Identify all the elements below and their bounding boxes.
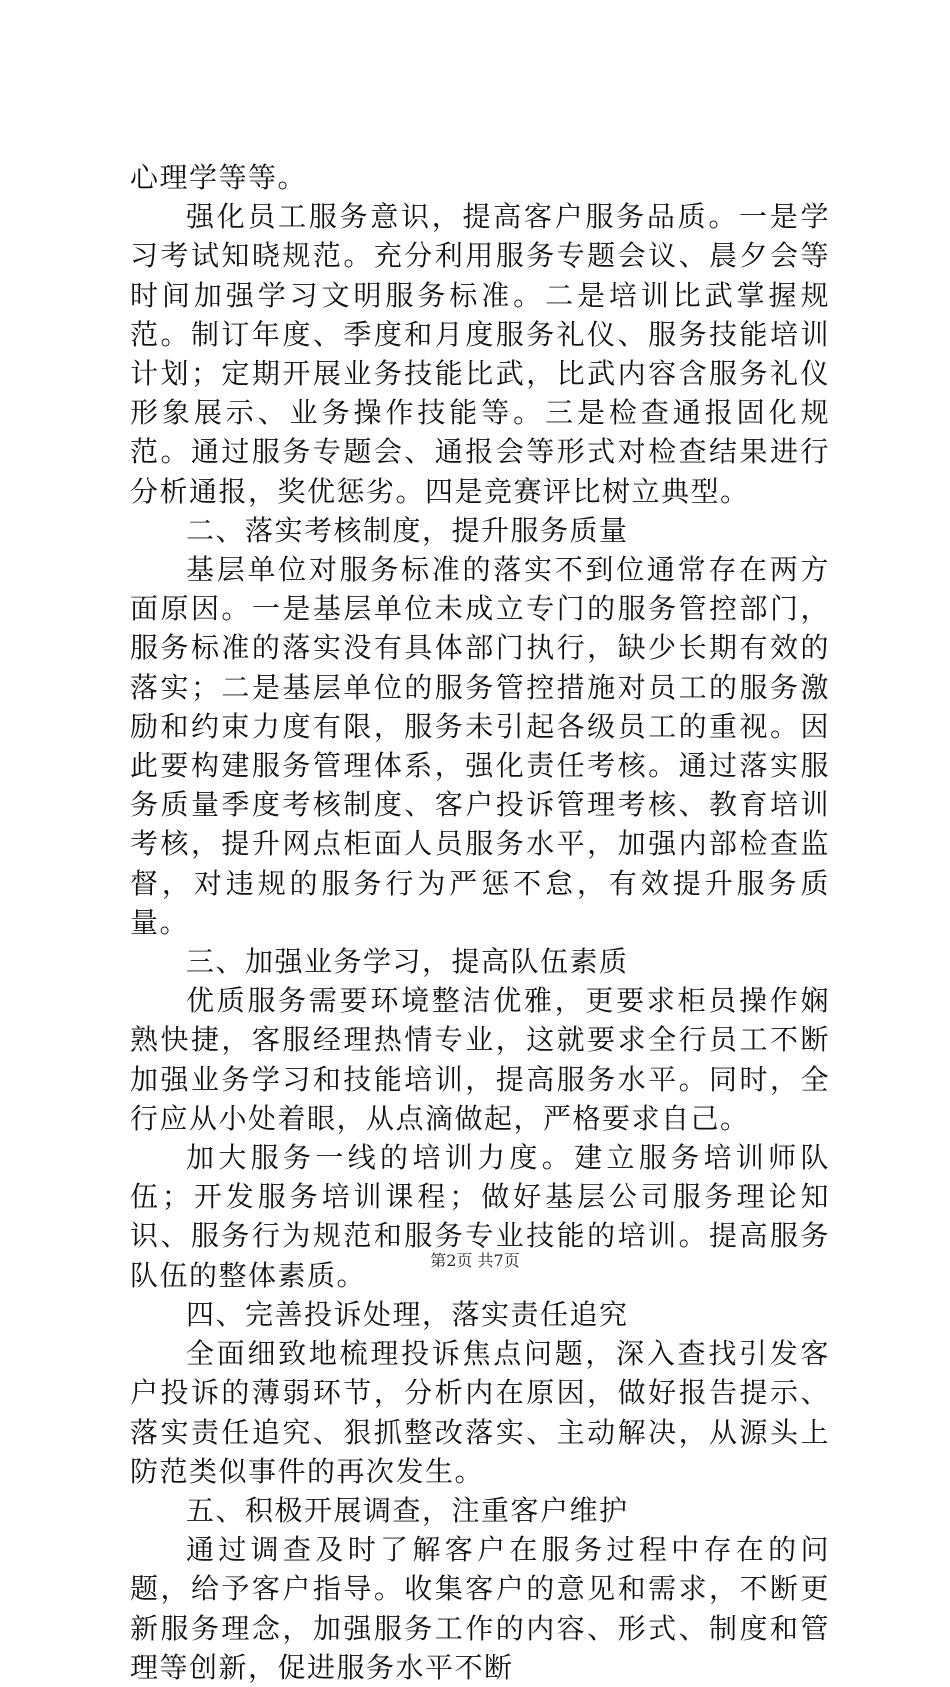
document-body — [130, 158, 830, 1687]
paragraph-business-learning: 优质服务需要环境整洁优雅，更要求柜员操作娴熟快捷，客服经理热情专业，这就要求全行员工不断加强业务学习和技能培训，提高服务水平。同时，全行应从小处着眼，从点滴做起，严格要求自己。 — [130, 984, 830, 1135]
paragraph-training: 加大服务一线的培训力度。建立服务培训师队伍；开发服务培训课程；做好基层公司服务理论知识、服务行为规范和服务专业技能的培训。提高服务队伍的整体素质。 — [130, 1141, 830, 1292]
paragraph-survey: 通过调查及时了解客户在服务过程中存在的问题，给予客户指导。收集客户的意见和需求，不断更新服务理念，加强服务工作的内容、形式、制度和管理等创新，促进服务水平不断 — [130, 1533, 830, 1684]
section-heading-2: 二、落实考核制度，提升服务质量 — [186, 513, 629, 547]
paragraph-complaints: 全面细致地梳理投诉焦点问题，深入查找引发客户投诉的薄弱环节，分析内在原因，做好报告提示、落实责任追究、狠抓整改落实、主动解决，从源头上防范类似事件的再次发生。 — [130, 1337, 830, 1488]
page-number-footer: 第2页 共7页 — [430, 1251, 520, 1270]
section-heading-5: 五、积极开展调查，注重客户维护 — [186, 1493, 629, 1527]
paragraph-assessment: 基层单位对服务标准的落实不到位通常存在两方面原因。一是基层单位未成立专门的服务管控部门，服务标准的落实没有具体部门执行，缺少长期有效的落实；二是基层单位的服务管控措施对员工的服务激励和约束力度有限，服务未引起各级员工的重视。因此要构建服务管理体系，强化责任考核。通过落实服务质量季度考核制度、客户投诉管理考核、教育培训考核，提升网点柜面人员服务水平，加强内部检查监督，对违规的服务行为严惩不怠，有效提升服务质量。 — [130, 553, 830, 939]
section-heading-3: 三、加强业务学习，提高队伍素质 — [186, 945, 629, 979]
paragraph-continuation: 心理学等等。 — [130, 161, 308, 194]
paragraph-service-awareness: 强化员工服务意识，提高客户服务品质。一是学习考试知晓规范。充分利用服务专题会议、晨夕会等时间加强学习文明服务标准。二是培训比武掌握规范。制订年度、季度和月度服务礼仪、服务技能培训计划；定期开展业务技能比武，比武内容含服务礼仪形象展示、业务操作技能等。三是检查通报固化规范。通过服务专题会、通报会等形式对检查结果进行分析通报，奖优惩劣。四是竞赛评比树立典型。 — [130, 200, 830, 508]
section-heading-4: 四、完善投诉处理，落实责任追究 — [186, 1297, 629, 1331]
